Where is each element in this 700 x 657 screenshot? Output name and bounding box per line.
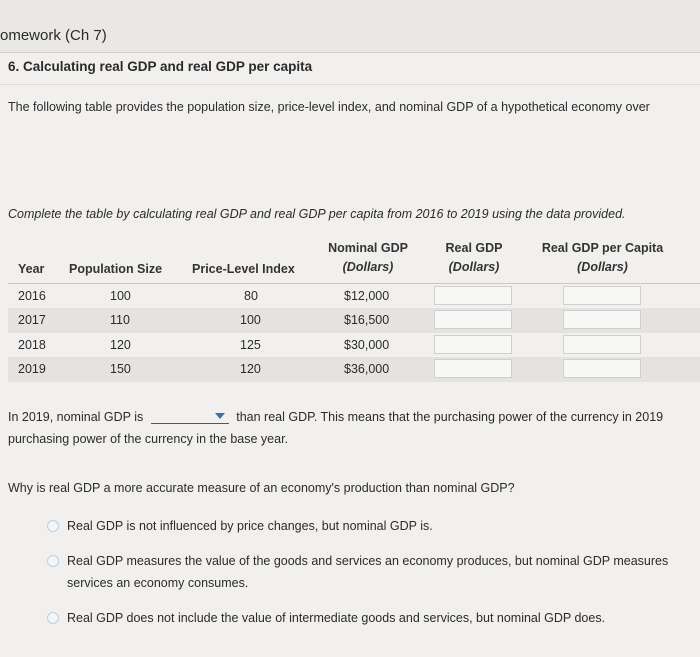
- radio-button[interactable]: [47, 520, 59, 532]
- real-gdp-input[interactable]: [434, 286, 512, 305]
- header-percap-line2: (Dollars): [577, 260, 628, 274]
- table-row: [8, 308, 700, 333]
- cell-population: 100: [110, 289, 131, 303]
- cell-nominal-gdp: $30,000: [344, 338, 390, 352]
- cell-nominal-gdp: $16,500: [344, 313, 390, 327]
- fill-in-sentence-line2: purchasing power of the currency in the base year.: [8, 432, 289, 446]
- cell-year: 2019: [18, 362, 46, 376]
- question-heading: 6. Calculating real GDP and real GDP per capita: [8, 59, 313, 74]
- header-nominal-line2: (Dollars): [342, 260, 394, 274]
- radio-button[interactable]: [47, 612, 59, 624]
- table-row: [8, 333, 700, 358]
- cell-price-index: 125: [240, 338, 261, 352]
- top-bar: [0, 0, 700, 53]
- cell-nominal-gdp: $12,000: [344, 289, 390, 303]
- header-real-line1: Real GDP: [445, 241, 503, 255]
- table-instruction: Complete the table by calculating real GDP and real GDP per capita from 2016 to 2019 using the data provided.: [8, 207, 626, 221]
- header-real-gdp: [434, 241, 514, 274]
- cell-year: 2016: [18, 289, 46, 303]
- cell-year: 2017: [18, 313, 46, 327]
- question-intro: The following table provides the population size, price-level index, and nominal GDP of a hypothetical economy over: [8, 100, 650, 114]
- real-gdp-per-capita-input[interactable]: [563, 359, 641, 378]
- header-year: Year: [18, 262, 45, 276]
- cell-price-index: 100: [240, 313, 261, 327]
- option-text: Real GDP does not include the value of intermediate goods and services, but nominal GDP does.: [67, 611, 606, 625]
- cell-price-index: 120: [240, 362, 261, 376]
- cell-population: 150: [110, 362, 131, 376]
- fill-in-sentence: [8, 409, 663, 424]
- radio-button[interactable]: [47, 555, 59, 567]
- header-real-line2: (Dollars): [448, 260, 500, 274]
- divider: [0, 84, 700, 85]
- header-percap-line1: Real GDP per Capita: [541, 241, 664, 255]
- fill-in-part1: In 2019, nominal GDP is: [8, 410, 144, 424]
- header-nominal-gdp: [318, 241, 418, 274]
- table-row: [8, 357, 700, 382]
- real-gdp-per-capita-input[interactable]: [563, 335, 641, 354]
- fill-in-part2: than real GDP. This means that the purchasing power of the currency in 2019: [236, 410, 664, 424]
- cell-nominal-gdp: $36,000: [344, 362, 390, 376]
- header-real-gdp-per-capita: [530, 241, 675, 274]
- real-gdp-input[interactable]: [434, 359, 512, 378]
- header-price-index: Price-Level Index: [192, 262, 295, 276]
- header-population: Population Size: [69, 262, 163, 276]
- mc-question: Why is real GDP a more accurate measure of an economy's production than nominal GDP?: [8, 481, 515, 495]
- cell-price-index: 80: [244, 289, 258, 303]
- real-gdp-input[interactable]: [434, 335, 512, 354]
- cell-population: 110: [110, 313, 130, 327]
- table-row: [8, 284, 700, 309]
- real-gdp-per-capita-input[interactable]: [563, 310, 641, 329]
- assignment-title: omework (Ch 7): [0, 27, 107, 44]
- option-text: Real GDP is not influenced by price changes, but nominal GDP is.: [67, 519, 433, 533]
- comparison-dropdown[interactable]: [151, 409, 229, 424]
- header-nominal-line1: Nominal GDP: [328, 241, 408, 255]
- real-gdp-input[interactable]: [434, 310, 512, 329]
- chevron-down-icon: [215, 413, 225, 419]
- real-gdp-per-capita-input[interactable]: [563, 286, 641, 305]
- option-text-line2: services an economy consumes.: [67, 576, 249, 590]
- cell-population: 120: [110, 338, 131, 352]
- cell-year: 2018: [18, 338, 46, 352]
- option-text: Real GDP measures the value of the goods and services an economy produces, but nominal GDP measures: [67, 554, 669, 568]
